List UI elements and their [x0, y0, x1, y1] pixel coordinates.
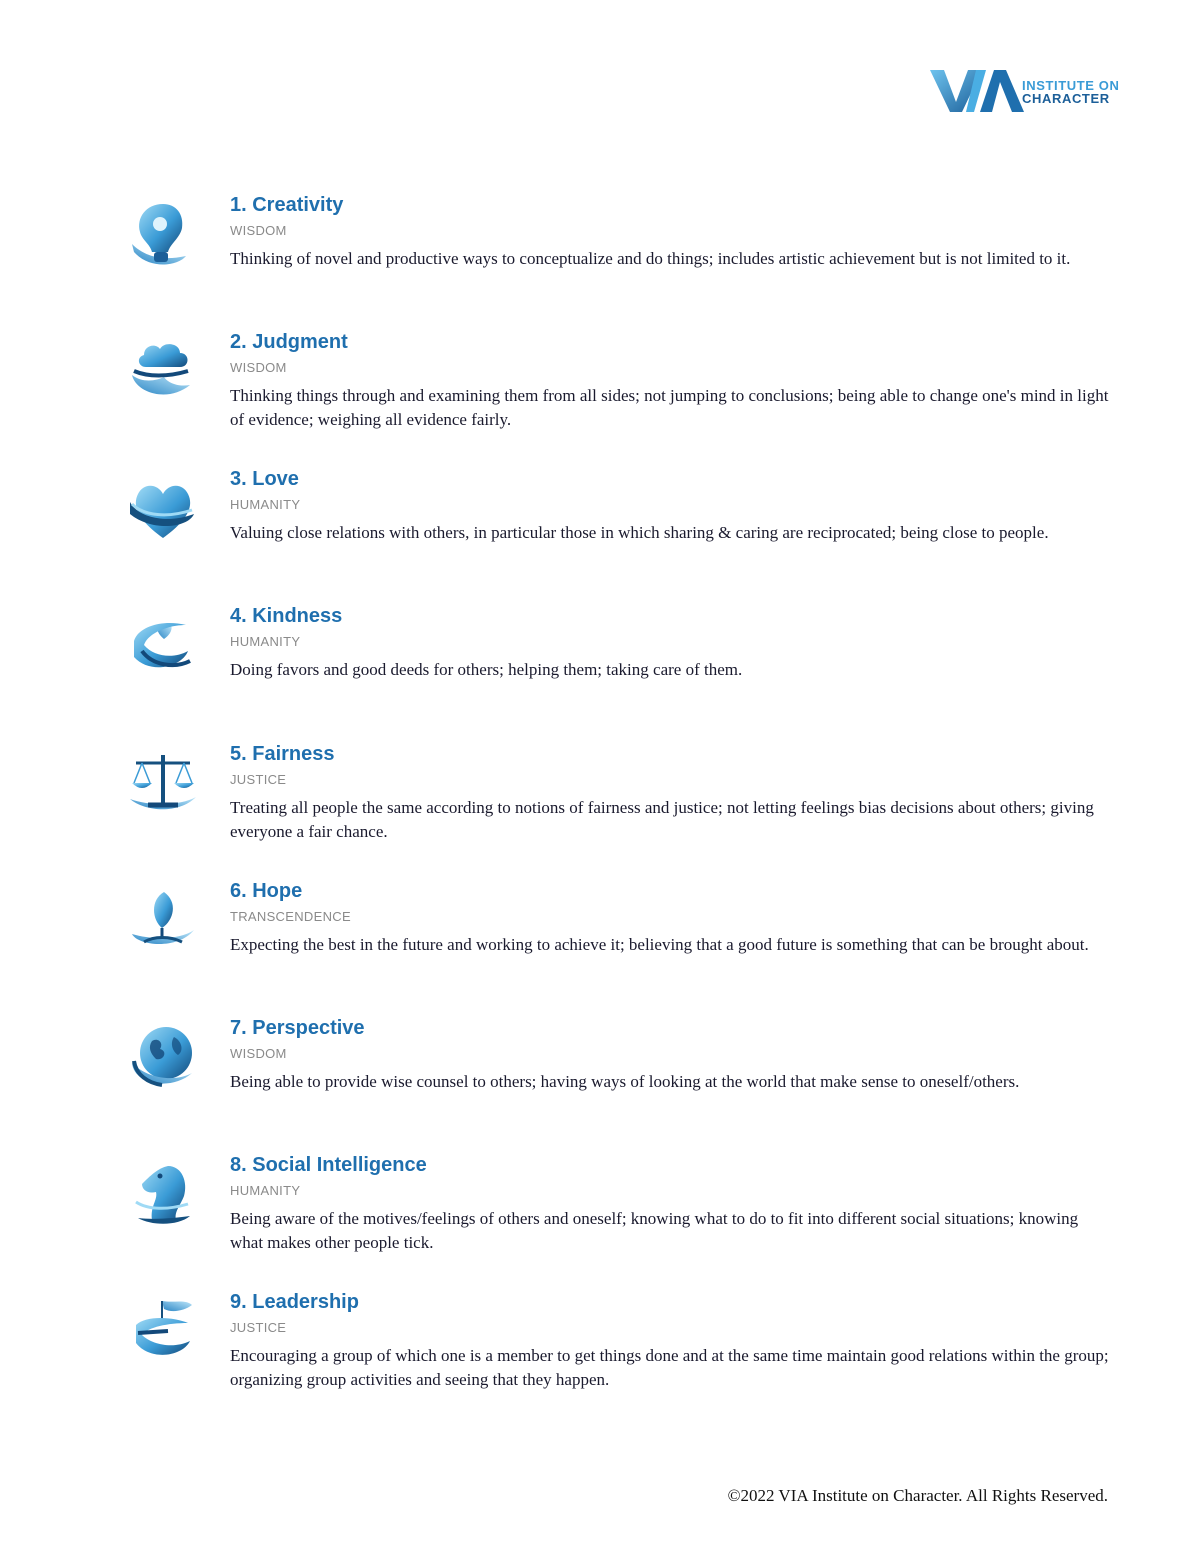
- strength-category: JUSTICE: [230, 772, 287, 787]
- heart-icon: [128, 474, 198, 544]
- caring-hand-heart-icon: [128, 611, 198, 681]
- strength-title: 7. Perspective: [230, 1017, 365, 1039]
- strength-item-perspective: [0, 1017, 1200, 1143]
- strength-item-social-intelligence: [0, 1154, 1200, 1280]
- strength-category: HUMANITY: [230, 497, 301, 512]
- strength-description: Thinking things through and examining them from all sides; not jumping to conclusions; being able to change one's mind in light of evidence; weighing all evidence fairly.: [230, 386, 1109, 429]
- strength-category: HUMANITY: [230, 634, 301, 649]
- strength-category: WISDOM: [230, 223, 287, 238]
- globe-icon: [128, 1023, 198, 1093]
- strength-category: HUMANITY: [230, 1183, 301, 1198]
- scales-icon: [128, 749, 198, 819]
- strength-description: Treating all people the same according to notions of fairness and justice; not letting feelings bias decisions about others; giving everyone a fair chance.: [230, 798, 1094, 841]
- via-logo: [930, 66, 1130, 116]
- strength-title: 1. Creativity: [230, 194, 344, 216]
- strength-title: 2. Judgment: [230, 331, 348, 353]
- strength-category: TRANSCENDENCE: [230, 909, 351, 924]
- strength-category: WISDOM: [230, 1046, 287, 1061]
- sprout-icon: [128, 886, 198, 956]
- strength-description: Encouraging a group of which one is a member to get things done and at the same time maintain good relations within the group; organizing group activities and seeing that they happen.: [230, 1346, 1109, 1389]
- strength-title: 5. Fairness: [230, 743, 335, 765]
- strength-item-creativity: [0, 194, 1200, 320]
- strength-title: 6. Hope: [230, 880, 303, 902]
- strength-title: 9. Leadership: [230, 1291, 359, 1313]
- strength-description: Being aware of the motives/feelings of others and oneself; knowing what to do to fit into different social situations; knowing what makes other people tick.: [230, 1209, 1079, 1252]
- strength-description: Thinking of novel and productive ways to conceptualize and do things; includes artistic achievement but is not limited to it.: [230, 249, 1071, 268]
- strength-description: Being able to provide wise counsel to others; having ways of looking at the world that make sense to oneself/others.: [230, 1072, 1020, 1091]
- strength-description: Valuing close relations with others, in particular those in which sharing & caring are reciprocated; being close to people.: [230, 523, 1049, 542]
- strength-item-hope: [0, 880, 1200, 1006]
- strength-item-fairness: [0, 743, 1200, 869]
- brain-cloud-icon: [128, 337, 198, 407]
- strength-item-kindness: [0, 605, 1200, 731]
- lightbulb-icon: [128, 200, 198, 270]
- strength-description: Expecting the best in the future and working to achieve it; believing that a good future is something that can be brought about.: [230, 935, 1089, 954]
- copyright-notice: ©2022 VIA Institute on Character. All Rights Reserved.: [727, 1486, 1108, 1505]
- strength-item-judgment: [0, 331, 1200, 457]
- strength-title: 8. Social Intelligence: [230, 1154, 427, 1176]
- strength-item-leadership: [0, 1291, 1200, 1417]
- strength-title: 3. Love: [230, 468, 299, 490]
- logo-line-1: INSTITUTE ON: [1022, 78, 1120, 93]
- logo-line-2: CHARACTER: [1022, 91, 1110, 106]
- strength-title: 4. Kindness: [230, 605, 343, 627]
- strength-description: Doing favors and good deeds for others; helping them; taking care of them.: [230, 660, 743, 679]
- strength-category: JUSTICE: [230, 1320, 287, 1335]
- chess-knight-icon: [128, 1160, 198, 1230]
- via-logo-mark: [930, 66, 1026, 114]
- strength-item-love: [0, 468, 1200, 594]
- strength-category: WISDOM: [230, 360, 287, 375]
- flag-hand-icon: [128, 1297, 198, 1367]
